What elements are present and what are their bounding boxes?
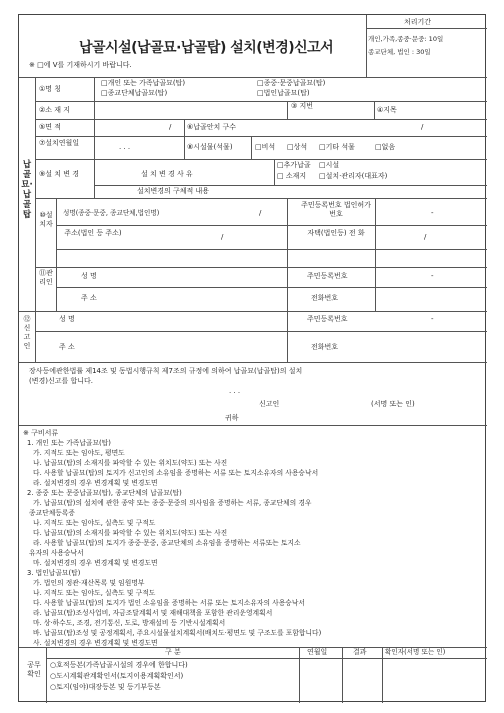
verify-row: ○호적등본(가족납골시설의 경우에 한합니다) bbox=[50, 661, 188, 669]
processing-label: 처리기간 bbox=[404, 18, 432, 26]
urn-count-label: ⑥납골안치 구수 bbox=[187, 123, 237, 131]
document-item: 마. 상·하수도, 조경, 전기통신, 도로, 방재설비 등 기반시설계획서 bbox=[33, 619, 226, 627]
documents-heading: ※ 구비서류 bbox=[23, 429, 59, 437]
stone-option-none[interactable]: □없음 bbox=[375, 143, 396, 151]
install-date-value[interactable]: . . . bbox=[119, 143, 131, 151]
reporter-address-label: 주 소 bbox=[59, 343, 75, 351]
change-label: ⑨설 치 변 경 bbox=[39, 170, 79, 178]
verify-col-category: 구 분 bbox=[165, 648, 181, 656]
processing-line1: 개인,가족,종중·문중: 10일 bbox=[368, 35, 444, 43]
recipient-label: 귀하 bbox=[225, 414, 239, 422]
divider bbox=[274, 159, 275, 185]
divider bbox=[19, 362, 487, 363]
reporter-name-label: 성 명 bbox=[59, 315, 75, 323]
phone-separator: / bbox=[424, 233, 427, 241]
statement-line1: 장사등에관한법률 제14조 및 동법시행규칙 제7조의 규정에 의하여 납골묘(납골탑)의 설치 bbox=[29, 367, 303, 375]
document-item: 종교단체등록증 bbox=[29, 509, 75, 517]
report-form bbox=[18, 14, 486, 702]
reporter-id-dash: - bbox=[431, 315, 434, 323]
reporter-phone-label: 전화번호 bbox=[311, 343, 339, 351]
document-item: 가. 법인의 정관·재산목록 및 임원명부 bbox=[33, 579, 145, 587]
document-item: 1. 개인 또는 가족납골묘(탑) bbox=[27, 439, 111, 447]
change-option-add[interactable]: □추가납골 bbox=[277, 161, 311, 169]
document-item: 유자의 사용승낙서 bbox=[29, 549, 84, 557]
document-item: 다. 사용할 납골묘(탑)의 토지가 법인 소유임을 증명하는 서류 또는 토지소유자의 사용승낙서 bbox=[33, 599, 306, 607]
document-item: 가. 납골묘(탑)의 설치에 관한 종약 또는 종중·문중의 의사임을 증명하는 서류, 종교단체의 경우 bbox=[33, 499, 312, 507]
divider bbox=[287, 311, 288, 362]
manager-phone-label: 전화번호 bbox=[311, 294, 339, 302]
resident-id-label: 주민등록번호 법인허가번호 bbox=[301, 201, 371, 218]
verify-col-result: 결과 bbox=[353, 648, 367, 656]
verify-label: 공무확인 bbox=[27, 661, 41, 678]
document-item: 다. 사용할 납골묘(탑)의 토지가 신고인의 소유임을 증명하는 서류 또는 토지소유자의 사용승낙서 bbox=[33, 469, 319, 477]
document-item: 마. 설치변경의 경우 변경계획 및 변경도면 bbox=[33, 559, 158, 567]
document-item: 다. 납골묘(탑)의 소재지를 파악할 수 있는 위치도(약도) 또는 사진 bbox=[33, 529, 228, 537]
installer-name-label: 성명(종중·문중, 종교단체,법인명) bbox=[63, 209, 160, 217]
divider bbox=[35, 119, 487, 120]
divider bbox=[342, 647, 343, 703]
change-option-location[interactable]: □ 소재지 bbox=[277, 172, 307, 180]
type-option-corporate[interactable]: □법인납골묘(탑) bbox=[257, 89, 310, 97]
document-item: 바. 납골묘(탑)조성 및 공정계획서, 주요시설물설치계획서(배치도·평면도 및 구조도를 포함합니다) bbox=[33, 629, 322, 637]
installer-name-separator: / bbox=[259, 209, 262, 217]
manager-name-label: 성 명 bbox=[81, 272, 97, 280]
document-item: 사. 설치변경의 경우 변경계획 및 변경도면 bbox=[33, 639, 158, 647]
reporter-id-label: 주민등록번호 bbox=[307, 315, 348, 323]
divider bbox=[35, 159, 487, 160]
divider bbox=[184, 119, 185, 136]
sign-note: (서명 또는 인) bbox=[371, 400, 415, 408]
verify-row: ○토지(임야)대장등본 및 등기부등본 bbox=[50, 683, 161, 691]
verify-row: ○도시계획관계확인서(토지이용계획확인서) bbox=[50, 672, 184, 680]
change-option-facility[interactable]: □시설 bbox=[319, 161, 340, 169]
document-item: 라. 납골묘(탑)조성사업비, 자금조달계획서 및 재해대책을 포함한 관리운영계획서 bbox=[33, 609, 273, 617]
divider bbox=[184, 136, 185, 159]
divider bbox=[374, 101, 375, 119]
statement-line2: (변경)신고를 합니다. bbox=[29, 377, 94, 385]
divider bbox=[35, 198, 487, 199]
manager-label: ⑪관리인 bbox=[39, 269, 53, 286]
change-detail-label: 설치변경의 구체적 내용 bbox=[137, 187, 210, 195]
document-item: 2. 종중 또는 문중납골묘(탑), 종교단체의 납골묘(탑) bbox=[27, 489, 182, 497]
divider bbox=[94, 185, 487, 186]
divider bbox=[375, 198, 376, 311]
form-title: 납골시설(납골묘·납골탑) 설치(변경)신고서 bbox=[79, 40, 334, 56]
name-label: ①명 칭 bbox=[39, 85, 62, 93]
divider bbox=[94, 77, 95, 136]
divider bbox=[251, 136, 252, 159]
resident-id-dash: - bbox=[431, 209, 434, 217]
stone-option-table[interactable]: □상석 bbox=[287, 143, 308, 151]
divider bbox=[94, 136, 95, 159]
document-item: 나. 지적도 또는 임야도, 실측도 및 구적도 bbox=[33, 519, 156, 527]
land-category-label: ④지목 bbox=[377, 106, 397, 114]
install-date-label: ⑦설치연월일 bbox=[39, 139, 80, 147]
manager-id-label: 주민등록번호 bbox=[307, 272, 348, 280]
change-reason-label: 설 치 변 경 사 유 bbox=[141, 170, 193, 178]
count-separator: / bbox=[421, 123, 424, 131]
divider bbox=[46, 647, 47, 703]
divider bbox=[35, 136, 487, 137]
stone-label: ⑧시설물(석물) bbox=[187, 143, 233, 151]
manager-address-label: 주 소 bbox=[81, 294, 97, 302]
area-separator: / bbox=[169, 123, 172, 131]
document-item: 3. 법인납골묘(탑) bbox=[27, 569, 81, 577]
divider bbox=[19, 77, 487, 78]
divider bbox=[287, 198, 288, 267]
type-option-clan[interactable]: □종중·문중납골묘(탑) bbox=[257, 79, 326, 87]
stone-option-other[interactable]: □기타 석물 bbox=[319, 143, 355, 151]
document-item: 나. 납골묘(탑)의 소재지를 파악할 수 있는 위치도(약도) 또는 사진 bbox=[33, 459, 228, 467]
address-separator: / bbox=[221, 233, 224, 241]
divider bbox=[287, 267, 288, 311]
processing-line2: 종교단체, 법인 : 30일 bbox=[368, 48, 431, 56]
divider bbox=[56, 249, 487, 250]
divider bbox=[46, 658, 487, 659]
type-option-individual[interactable]: □개인 또는 가족납골묘(탑) bbox=[101, 79, 186, 87]
divider bbox=[35, 331, 487, 332]
document-item: 나. 지적도 또는 임야도, 실측도 및 구적도 bbox=[33, 589, 156, 597]
divider bbox=[382, 647, 383, 703]
stone-option-monument[interactable]: □비석 bbox=[255, 143, 276, 151]
divider bbox=[35, 267, 487, 268]
change-option-manager[interactable]: □설치·관리자(대표자) bbox=[319, 172, 388, 180]
divider bbox=[299, 647, 300, 703]
document-item: 라. 사용할 납골묘(탑)의 토지가 종중·문중, 종교단체의 소유임을 증명하는 서류또는 토지소 bbox=[33, 539, 301, 547]
installer-address-label: 주소(법인 등 주소) bbox=[64, 229, 122, 237]
divider bbox=[366, 15, 367, 77]
manager-id-dash: - bbox=[431, 272, 434, 280]
divider bbox=[19, 425, 487, 426]
reporter-section-label: ⑫신고인 bbox=[23, 315, 31, 350]
section-label-grave: 납골묘·납골탑 bbox=[21, 160, 33, 220]
signer-label: 신고인 bbox=[259, 400, 280, 408]
document-item: 가. 지적도 또는 임야도, 평면도 bbox=[33, 449, 125, 457]
lot-number-label: ③ 지번 bbox=[291, 102, 314, 110]
installer-label: ⑩설치자 bbox=[39, 211, 53, 228]
area-label: ⑤면 적 bbox=[39, 123, 62, 131]
type-option-religious[interactable]: □종교단체납골묘(탑) bbox=[101, 89, 168, 97]
divider bbox=[56, 225, 487, 226]
divider bbox=[56, 198, 57, 311]
divider bbox=[366, 28, 487, 29]
installer-phone-label: 자택(법인등) 전 화 bbox=[307, 229, 365, 237]
statement-date[interactable]: . . . bbox=[229, 387, 241, 395]
divider bbox=[35, 101, 487, 102]
document-item: 라. 설치변경의 경우 변경계획 및 변경도면 bbox=[33, 479, 158, 487]
divider bbox=[56, 287, 487, 288]
divider bbox=[19, 311, 487, 312]
divider bbox=[287, 101, 288, 119]
verify-col-date: 연월일 bbox=[307, 648, 328, 656]
instruction-text: ※ □에 V를 기재하시기 바랍니다. bbox=[29, 61, 132, 69]
location-label: ②소 재 지 bbox=[39, 106, 71, 114]
verify-col-confirm: 확인자(서명 또는 인) bbox=[385, 648, 446, 656]
divider bbox=[94, 159, 95, 198]
